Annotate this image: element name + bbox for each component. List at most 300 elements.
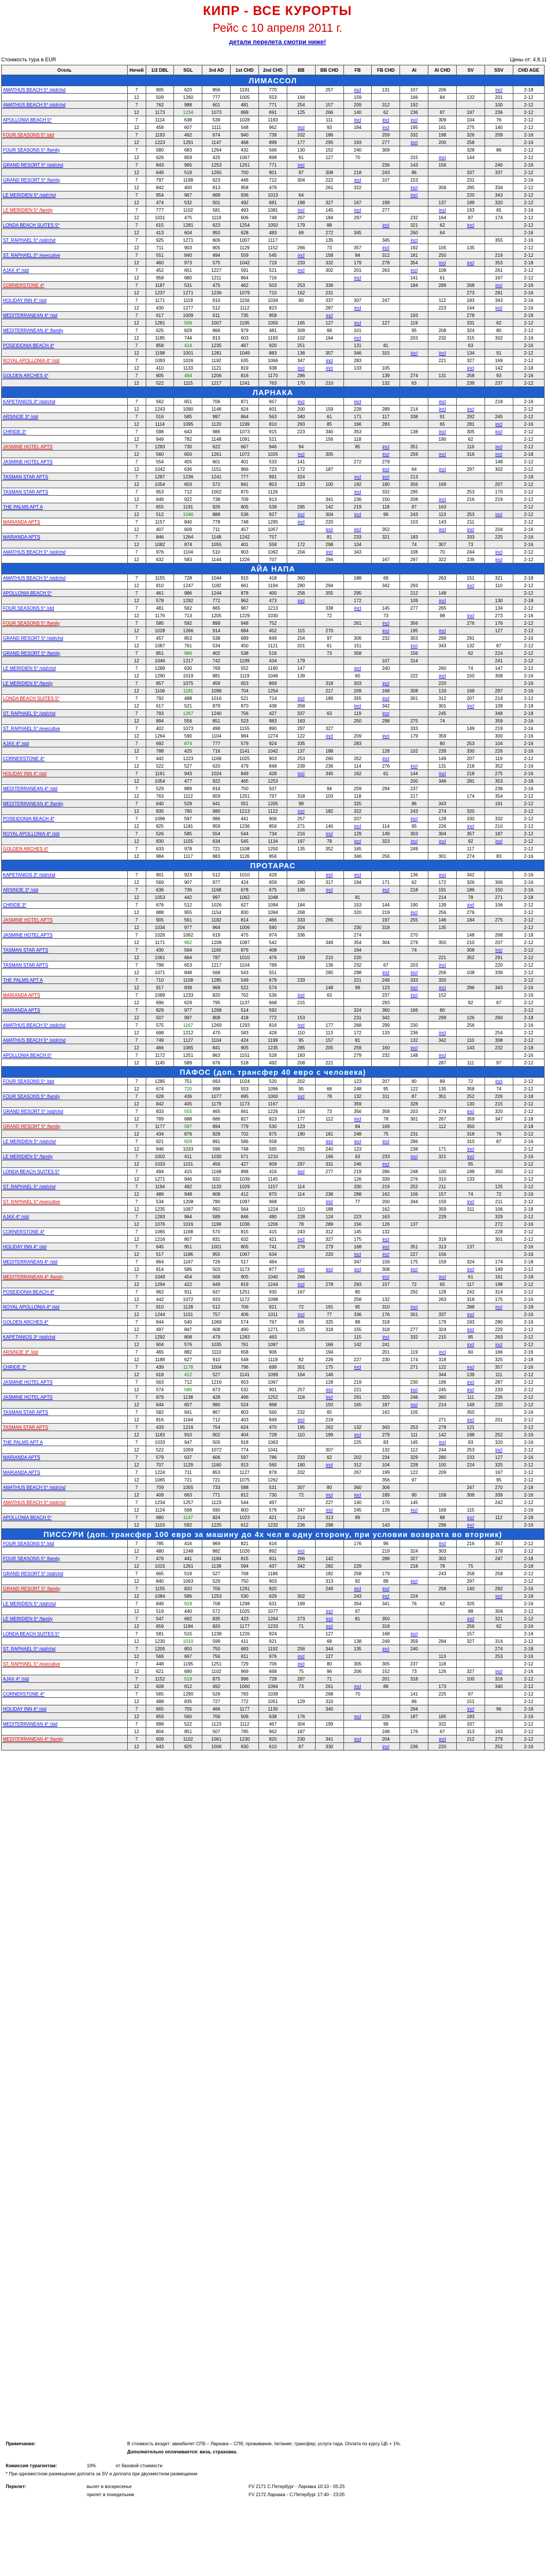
hotel-name-cell[interactable]: FOUR SEASONS 5* /family — [2, 146, 128, 154]
hotel-name-cell[interactable] — [2, 969, 128, 976]
hotel-name-cell[interactable]: KAPETANIOS 3* /std/chd — [2, 871, 128, 879]
price-cell: 150 — [484, 886, 513, 894]
hotel-name-cell[interactable]: MEDITERRANEAN 4* /std — [2, 312, 128, 319]
price-cell: 131 — [343, 342, 372, 349]
hotel-name-cell[interactable]: ROYAL APOLLONIA 4* /std — [2, 357, 128, 364]
hotel-name-cell[interactable]: LE MERIDIEN 5* /std/chd — [2, 665, 128, 672]
price-cell: 1229 — [231, 612, 259, 620]
hotel-name-cell[interactable]: JASMINE HOTEL APTS — [2, 916, 128, 924]
hotel-name-cell[interactable]: ROYAL APOLLONIA 4* /std — [2, 830, 128, 838]
price-cell: 1097 — [259, 1341, 287, 1348]
hotel-name-cell[interactable] — [2, 1281, 128, 1288]
hotel-name-cell[interactable] — [2, 1521, 128, 1529]
hotel-name-cell[interactable]: LE MERIDIEN 5* /family — [2, 1153, 128, 1160]
hotel-name-cell[interactable]: GRAND RESORT 5* /family — [2, 176, 128, 184]
hotel-name-cell[interactable]: CORNERSTONE 4* — [2, 1228, 128, 1236]
price-cell: 308 — [484, 672, 513, 680]
price-cell: 200 — [400, 777, 428, 785]
hotel-name-cell[interactable]: ST. RAPHAEL 5* /std/chd — [2, 1645, 128, 1653]
hotel-name-cell[interactable] — [2, 1446, 128, 1454]
price-cell: 2-12 — [513, 124, 544, 131]
hotel-name-cell[interactable]: MEDITERRANEAN 4* /family — [2, 1273, 128, 1281]
price-cell: 105 — [372, 364, 400, 372]
hotel-name-cell[interactable]: LE MERIDIEN 5* /family — [2, 207, 128, 214]
hotel-name-cell[interactable]: GOLDEN ARCHES 4* — [2, 372, 128, 379]
hotel-name-cell[interactable] — [2, 556, 128, 563]
hotel-name-cell[interactable] — [2, 1698, 128, 1705]
hotel-name-cell[interactable]: FOUR SEASONS 5* /family — [2, 1093, 128, 1100]
hotel-name-cell[interactable] — [2, 1029, 128, 1037]
hotel-name-cell[interactable] — [2, 732, 128, 740]
price-cell: 357 — [343, 244, 372, 252]
hotel-name-cell[interactable]: MARIANDA APTS — [2, 1454, 128, 1461]
hotel-name-cell[interactable]: JASMINE HOTEL APTS — [2, 1379, 128, 1386]
price-cell: 191 — [315, 1303, 343, 1311]
hotel-name-cell[interactable] — [2, 154, 128, 161]
hotel-name-cell[interactable]: CHRIDE 3* — [2, 1363, 128, 1371]
hotel-name-cell[interactable] — [2, 334, 128, 342]
price-cell — [400, 207, 428, 214]
hotel-name-cell[interactable]: LE MERIDIEN 5* /std/chd — [2, 1138, 128, 1145]
price-cell: incl — [287, 124, 315, 131]
price-cell: 259 — [372, 131, 400, 139]
hotel-name-cell[interactable] — [2, 717, 128, 725]
hotel-name-cell[interactable]: FOUR SEASONS 5* /std — [2, 1078, 128, 1085]
hotel-name-cell[interactable] — [2, 169, 128, 176]
hotel-name-cell[interactable] — [2, 762, 128, 770]
hotel-name-cell[interactable] — [2, 199, 128, 207]
hotel-name-cell[interactable]: KAPETANIOS 3* /std/chd — [2, 398, 128, 406]
hotel-name-cell[interactable]: GRAND RESORT 5* /family — [2, 1585, 128, 1593]
hotel-name-cell[interactable] — [2, 1326, 128, 1333]
hotel-name-cell[interactable] — [2, 627, 128, 635]
price-cell: 2-12 — [513, 222, 544, 229]
hotel-name-cell[interactable] — [2, 1296, 128, 1303]
hotel-name-cell[interactable]: APOLLONIA BEACH 5* — [2, 1514, 128, 1521]
hotel-name-cell[interactable]: AMATHUS BEACH 5* /std/chd — [2, 101, 128, 109]
hotel-name-cell[interactable] — [2, 1191, 128, 1198]
hotel-name-cell[interactable] — [2, 349, 128, 357]
price-cell: 2-16 — [513, 1623, 544, 1630]
hotel-name-cell[interactable]: ST. RAPHAEL 5* /executive — [2, 1660, 128, 1668]
hotel-name-cell[interactable] — [2, 612, 128, 620]
hotel-name-cell[interactable] — [2, 1236, 128, 1243]
price-cell: 106 — [484, 901, 513, 909]
hotel-name-cell[interactable]: AMATHUS BEACH 5* /std/chd — [2, 1037, 128, 1044]
hotel-name-cell[interactable] — [2, 838, 128, 845]
hotel-name-cell[interactable]: CORNERSTONE 4* — [2, 755, 128, 762]
hotel-name-cell[interactable] — [2, 924, 128, 931]
hotel-name-cell[interactable] — [2, 853, 128, 860]
price-cell: 357 — [457, 830, 485, 838]
hotel-name-cell[interactable] — [2, 214, 128, 222]
hotel-name-cell[interactable]: MARIANDA APTS — [2, 533, 128, 541]
hotel-name-cell[interactable] — [2, 526, 128, 533]
hotel-name-cell[interactable] — [2, 1638, 128, 1645]
hotel-name-cell[interactable] — [2, 1608, 128, 1615]
hotel-name-cell[interactable]: AMATHUS BEACH 5* /std/chd — [2, 1499, 128, 1506]
hotel-name-cell[interactable] — [2, 1160, 128, 1168]
hotel-name-cell[interactable]: POSEIDONIA BEACH 4* — [2, 815, 128, 823]
hotel-name-cell[interactable] — [2, 793, 128, 800]
hotel-name-cell[interactable]: AMATHUS BEACH 5* /std/chd — [2, 86, 128, 94]
price-cell: 918 — [231, 1439, 259, 1446]
hotel-name-cell[interactable]: GRAND RESORT 5* /family — [2, 650, 128, 657]
hotel-name-cell[interactable] — [2, 1059, 128, 1067]
hotel-name-cell[interactable]: POSEIDONIA BEACH 4* — [2, 342, 128, 349]
hotel-name-cell[interactable]: THE PALMS APT A — [2, 503, 128, 511]
hotel-name-cell[interactable] — [2, 1175, 128, 1183]
hotel-name-cell[interactable]: POSEIDONIA BEACH 4* — [2, 1288, 128, 1296]
hotel-name-cell[interactable]: AMATHUS BEACH 5* /std/chd — [2, 548, 128, 556]
price-cell: 276 — [372, 762, 400, 770]
hotel-name-cell[interactable]: TASMAN STAR APTS — [2, 946, 128, 954]
price-cell: 246 — [400, 1394, 428, 1401]
hotel-name-cell[interactable] — [2, 1206, 128, 1213]
hotel-name-cell[interactable]: TASMAN STAR APTS — [2, 1424, 128, 1431]
hotel-name-cell[interactable] — [2, 1683, 128, 1690]
hotel-name-cell[interactable] — [2, 1547, 128, 1555]
hotel-name-cell[interactable] — [2, 541, 128, 548]
hotel-name-cell[interactable]: FOUR SEASONS 5* /family — [2, 1555, 128, 1562]
hotel-name-cell[interactable] — [2, 597, 128, 605]
hotel-name-cell[interactable] — [2, 954, 128, 961]
price-cell — [457, 1236, 485, 1243]
hotel-name-cell[interactable]: HOLIDAY INN 4* /std — [2, 297, 128, 304]
hotel-name-cell[interactable] — [2, 939, 128, 946]
hotel-name-cell[interactable]: CHRIDE 3* — [2, 901, 128, 909]
hotel-name-cell[interactable]: KAPETANIOS 3* /std/chd — [2, 1333, 128, 1341]
nights-cell: 12 — [127, 582, 146, 589]
hotel-name-cell[interactable]: MEDITERRANEAN 4* /family — [2, 1735, 128, 1743]
hotel-name-cell[interactable]: ST. RAPHAEL 5* /executive — [2, 725, 128, 732]
hotel-name-cell[interactable]: AJAX 4* /std — [2, 740, 128, 747]
hotel-name-cell[interactable]: CHRIDE 3* — [2, 428, 128, 436]
price-cell: 948 — [174, 1191, 202, 1198]
price-cell: incl — [315, 1386, 343, 1394]
footer — [0, 2441, 555, 2500]
hotel-name-cell[interactable]: LE MERIDIEN 5* /family — [2, 680, 128, 687]
hotel-name-cell[interactable]: GRAND RESORT 5* /std/chd — [2, 635, 128, 642]
hotel-name-cell[interactable] — [2, 1221, 128, 1228]
hotel-name-cell[interactable] — [2, 451, 128, 458]
hotel-name-cell[interactable] — [2, 304, 128, 312]
price-cell — [287, 86, 315, 94]
hotel-name-cell[interactable] — [2, 1431, 128, 1439]
price-cell: 1063 — [259, 1439, 287, 1446]
hotel-name-cell[interactable]: MEDITERRANEAN 4* /family — [2, 327, 128, 334]
hotel-name-cell[interactable] — [2, 808, 128, 815]
price-cell: 1226 — [231, 556, 259, 563]
price-cell: 970 — [259, 1191, 287, 1198]
price-cell: 119 — [400, 1348, 428, 1356]
nights-cell: 7 — [127, 946, 146, 954]
hotel-name-cell[interactable] — [2, 1668, 128, 1675]
price-cell: 148 — [315, 984, 343, 992]
hotel-name-cell[interactable]: FOUR SEASONS 5* /std — [2, 1540, 128, 1547]
hotel-name-cell[interactable] — [2, 1145, 128, 1153]
hotel-name-cell[interactable]: AJAX 4* /std — [2, 1675, 128, 1683]
hotel-name-cell[interactable] — [2, 511, 128, 518]
hotel-name-cell[interactable] — [2, 894, 128, 901]
hotel-name-cell[interactable] — [2, 1562, 128, 1570]
flight-details-link[interactable]: детали перелета смотри ниже! — [229, 39, 326, 46]
hotel-name-cell[interactable] — [2, 1115, 128, 1123]
hotel-name-cell[interactable]: ST. RAPHAEL 5* /executive — [2, 1198, 128, 1206]
nights-cell: 7 — [127, 1168, 146, 1175]
hotel-name-cell[interactable] — [2, 109, 128, 116]
price-cell: 1104 — [202, 732, 231, 740]
hotel-name-cell[interactable]: MARIANDA APTS — [2, 518, 128, 526]
hotel-name-cell[interactable] — [2, 687, 128, 695]
hotel-name-cell[interactable]: LE MERIDIEN 5* /std/chd — [2, 1600, 128, 1608]
hotel-name-cell[interactable] — [2, 124, 128, 131]
hotel-name-cell[interactable]: MEDITERRANEAN 4* /std — [2, 785, 128, 793]
hotel-name-cell[interactable]: APOLLONIA BEACH 5* — [2, 116, 128, 124]
hotel-name-cell[interactable] — [2, 1743, 128, 1750]
price-cell: 1004 — [202, 1363, 231, 1371]
price-cell: 111 — [400, 1431, 428, 1439]
hotel-name-cell[interactable]: APOLLONIA BEACH 5* — [2, 1052, 128, 1059]
hotel-name-cell[interactable] — [2, 421, 128, 428]
hotel-name-cell[interactable]: MARIANDA APTS — [2, 1007, 128, 1014]
price-cell: incl — [457, 1266, 485, 1273]
hotel-name-cell[interactable]: FOUR SEASONS 5* /family — [2, 620, 128, 627]
hotel-name-cell[interactable] — [2, 139, 128, 146]
price-cell: 74 — [400, 946, 428, 954]
hotel-name-cell[interactable] — [2, 1653, 128, 1660]
hotel-name-cell[interactable]: MEDITERRANEAN 4* /std — [2, 1720, 128, 1728]
hotel-name-cell[interactable]: ROYAL APOLLONIA 4* /std — [2, 1303, 128, 1311]
hotel-name-cell[interactable]: FOUR SEASONS 5* /std — [2, 131, 128, 139]
hotel-name-cell[interactable]: AMATHUS BEACH 5* /std/chd — [2, 574, 128, 582]
price-cell: 729 — [231, 1660, 259, 1668]
hotel-name-cell[interactable]: JASMINE HOTEL APTS — [2, 1394, 128, 1401]
price-cell: 716 — [202, 747, 231, 755]
hotel-name-cell[interactable]: CORNERSTONE 4* — [2, 1690, 128, 1698]
hotel-name-cell[interactable]: HOLIDAY INN 4* /std — [2, 770, 128, 777]
table-row — [2, 1484, 545, 1491]
price-cell — [315, 1052, 343, 1059]
hotel-name-cell[interactable] — [2, 582, 128, 589]
price-cell: 127 — [372, 319, 400, 327]
price-cell — [315, 398, 343, 406]
hotel-name-cell[interactable] — [2, 1728, 128, 1735]
hotel-name-cell[interactable] — [2, 1386, 128, 1394]
hotel-name-cell[interactable] — [2, 496, 128, 503]
hotel-name-cell[interactable] — [2, 1476, 128, 1484]
hotel-name-cell[interactable] — [2, 184, 128, 191]
hotel-name-cell[interactable]: MEDITERRANEAN 4* /family — [2, 800, 128, 808]
hotel-name-cell[interactable] — [2, 999, 128, 1007]
hotel-name-cell[interactable] — [2, 1130, 128, 1138]
hotel-name-cell[interactable] — [2, 1085, 128, 1093]
hotel-name-cell[interactable] — [2, 1251, 128, 1258]
hotel-name-cell[interactable]: HOLIDAY INN 4* /std — [2, 1243, 128, 1251]
price-cell: 1130 — [259, 1705, 287, 1713]
price-cell: 429 — [259, 871, 287, 879]
hotel-name-cell[interactable] — [2, 364, 128, 372]
hotel-name-cell[interactable] — [2, 1491, 128, 1499]
price-cell: 522 — [146, 379, 174, 387]
hotel-name-cell[interactable] — [2, 259, 128, 267]
hotel-name-cell[interactable] — [2, 319, 128, 327]
hotel-name-cell[interactable]: JASMINE HOTEL APTS — [2, 443, 128, 451]
hotel-name-cell[interactable]: THE PALMS APT A — [2, 1439, 128, 1446]
price-cell: 339 — [484, 969, 513, 976]
price-cell: 2-16 — [513, 871, 544, 879]
hotel-name-cell[interactable]: MARIANDA APTS — [2, 992, 128, 999]
price-cell: 184 — [343, 124, 372, 131]
price-cell: 86 — [400, 169, 428, 176]
hotel-name-cell[interactable]: GRAND RESORT 5* /std/chd — [2, 1108, 128, 1115]
hotel-name-cell[interactable] — [2, 1371, 128, 1379]
hotel-name-cell[interactable]: MEDITERRANEAN 4* /std — [2, 1258, 128, 1266]
hotel-name-cell[interactable] — [2, 1341, 128, 1348]
hotel-name-cell[interactable]: LONDA BEACH SUITES 5* — [2, 222, 128, 229]
price-cell: 761 — [174, 642, 202, 650]
hotel-name-cell[interactable]: APOLLONIA BEACH 5* — [2, 589, 128, 597]
hotel-name-cell[interactable] — [2, 1100, 128, 1108]
hotel-name-cell[interactable]: JASMINE HOTEL APTS — [2, 931, 128, 939]
table-row — [2, 969, 545, 976]
nights-cell: 7 — [127, 372, 146, 379]
hotel-name-cell[interactable] — [2, 1356, 128, 1363]
hotel-name-cell[interactable]: ARSINOE 3* /std — [2, 886, 128, 894]
hotel-name-cell[interactable]: ARSINOE 3* /std — [2, 1348, 128, 1356]
hotel-name-cell[interactable]: ST. RAPHAEL 5* /std/chd — [2, 237, 128, 244]
hotel-name-cell[interactable]: ST. RAPHAEL 5* /executive — [2, 252, 128, 259]
hotel-name-cell[interactable] — [2, 229, 128, 237]
hotel-name-cell[interactable] — [2, 406, 128, 413]
hotel-name-cell[interactable]: GOLDEN ARCHES 4* — [2, 1318, 128, 1326]
hotel-name-cell[interactable]: ST. RAPHAEL 5* /std/chd — [2, 1183, 128, 1191]
hotel-name-cell[interactable]: LE MERIDIEN 5* /std/chd — [2, 191, 128, 199]
price-cell: 72 — [484, 1191, 513, 1198]
hotel-name-cell[interactable]: AJAX 4* /std — [2, 267, 128, 274]
hotel-name-cell[interactable] — [2, 823, 128, 830]
hotel-name-cell[interactable]: LONDA BEACH SUITES 5* — [2, 1168, 128, 1175]
price-cell — [484, 976, 513, 984]
hotel-name-cell[interactable] — [2, 1266, 128, 1273]
hotel-name-cell[interactable] — [2, 94, 128, 101]
price-cell: 233 — [287, 976, 315, 984]
hotel-name-cell[interactable] — [2, 1044, 128, 1052]
hotel-name-cell[interactable]: ARSINOE 3* /std — [2, 413, 128, 421]
hotel-name-cell[interactable]: AMATHUS BEACH 5* /std/chd — [2, 1022, 128, 1029]
price-cell: 351 — [400, 443, 428, 451]
price-cell: 165 — [343, 845, 372, 853]
hotel-name-cell[interactable]: MARIANDA APTS — [2, 1469, 128, 1476]
hotel-name-cell[interactable] — [2, 1506, 128, 1514]
hotel-name-cell[interactable]: HOLIDAY INN 4* /std — [2, 1705, 128, 1713]
hotel-name-cell[interactable] — [2, 1593, 128, 1600]
hotel-name-cell[interactable]: LONDA BEACH SUITES 5* — [2, 695, 128, 702]
price-cell: 2-12 — [513, 1085, 544, 1093]
hotel-name-cell[interactable] — [2, 1014, 128, 1022]
price-cell: 302 — [315, 267, 343, 274]
hotel-name-cell[interactable]: AMATHUS BEACH 5* /std/chd — [2, 1484, 128, 1491]
table-row — [2, 146, 545, 154]
hotel-name-cell[interactable]: ST. RAPHAEL 5* /std/chd — [2, 710, 128, 717]
price-cell — [428, 169, 457, 176]
hotel-name-cell[interactable]: TASMAN STAR APTS — [2, 1409, 128, 1416]
hotel-name-cell[interactable] — [2, 289, 128, 297]
hotel-name-cell[interactable]: FOUR SEASONS 5* /std — [2, 605, 128, 612]
table-row — [2, 1175, 545, 1183]
nights-cell: 7 — [127, 1288, 146, 1296]
hotel-name-cell[interactable] — [2, 436, 128, 443]
hotel-name-cell[interactable]: LE MERIDIEN 5* /family — [2, 1615, 128, 1623]
hotel-name-cell[interactable]: GOLDEN ARCHES 4* — [2, 845, 128, 853]
price-cell: 2-12 — [513, 1078, 544, 1085]
hotel-name-cell[interactable]: TASMAN STAR APTS — [2, 473, 128, 481]
hotel-name-cell[interactable]: LONDA BEACH SUITES 5* — [2, 1630, 128, 1638]
price-cell: 450 — [231, 642, 259, 650]
price-cell: 1002 — [202, 488, 231, 496]
hotel-name-cell[interactable] — [2, 274, 128, 282]
hotel-name-cell[interactable]: TASMAN STAR APTS — [2, 488, 128, 496]
hotel-name-cell[interactable]: THE PALMS APT A — [2, 976, 128, 984]
price-cell: 2-16 — [513, 289, 544, 297]
price-cell — [372, 946, 400, 954]
price-cell: 130 — [457, 1100, 485, 1108]
price-cell — [343, 1416, 372, 1424]
hotel-name-cell[interactable]: JASMINE HOTEL APTS — [2, 458, 128, 466]
hotel-name-cell[interactable] — [2, 481, 128, 488]
hotel-name-cell[interactable] — [2, 466, 128, 473]
price-cell: 203 — [400, 334, 428, 342]
price-cell: 2-12 — [513, 1266, 544, 1273]
hotel-name-cell[interactable] — [2, 642, 128, 650]
price-cell — [400, 526, 428, 533]
price-date: Цены от: 4.8.11 — [510, 57, 547, 62]
hotel-name-cell[interactable]: GRAND RESORT 5* /std/chd — [2, 161, 128, 169]
hotel-name-cell[interactable] — [2, 984, 128, 992]
price-cell — [457, 398, 485, 406]
hotel-name-cell[interactable] — [2, 1623, 128, 1630]
hotel-name-cell[interactable] — [2, 879, 128, 886]
hotel-name-cell[interactable]: AJAX 4* /std — [2, 1213, 128, 1221]
hotel-name-cell[interactable] — [2, 1311, 128, 1318]
price-cell: 107 — [372, 657, 400, 665]
hotel-name-cell[interactable] — [2, 672, 128, 680]
price-cell: 1106 — [146, 687, 174, 695]
price-cell — [287, 1296, 315, 1303]
hotel-name-cell[interactable]: GRAND RESORT 5* /std/chd — [2, 1570, 128, 1578]
hotel-name-cell[interactable] — [2, 1461, 128, 1469]
price-cell: 1006 — [231, 924, 259, 931]
hotel-name-cell[interactable] — [2, 777, 128, 785]
hotel-name-cell[interactable] — [2, 702, 128, 710]
price-cell: 1155 — [231, 725, 259, 732]
hotel-name-cell[interactable] — [2, 244, 128, 252]
hotel-name-cell[interactable]: CORNERSTONE 4* — [2, 282, 128, 289]
hotel-name-cell[interactable] — [2, 1578, 128, 1585]
price-cell: 518 — [231, 1059, 259, 1067]
hotel-name-cell[interactable]: GRAND RESORT 5* /family — [2, 1123, 128, 1130]
nights-cell: 12 — [127, 406, 146, 413]
hotel-name-cell[interactable]: TASMAN STAR APTS — [2, 961, 128, 969]
price-cell: 1241 — [231, 379, 259, 387]
hotel-name-cell[interactable] — [2, 1401, 128, 1409]
hotel-name-cell[interactable] — [2, 379, 128, 387]
hotel-name-cell[interactable] — [2, 747, 128, 755]
hotel-name-cell[interactable] — [2, 657, 128, 665]
hotel-name-cell[interactable] — [2, 1416, 128, 1424]
hotel-name-cell[interactable] — [2, 909, 128, 916]
hotel-name-cell[interactable] — [2, 1713, 128, 1720]
